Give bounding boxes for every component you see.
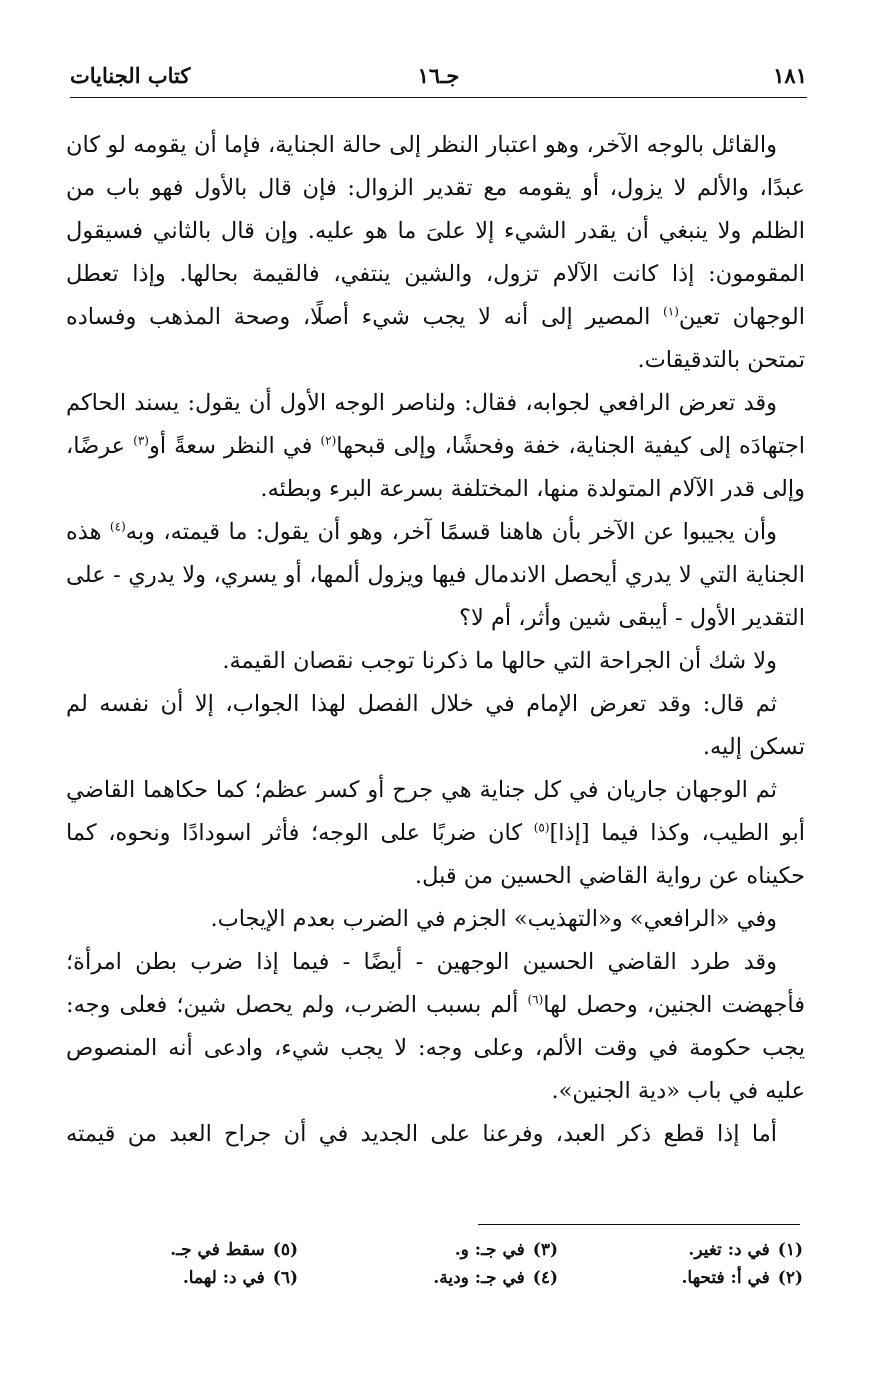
text-run: وقد طرد القاضي الحسين الوجهين - أيضًا - فيما إذا ضرب بطن امرأة؛ فأجهضت الجنين، وحصل لها [66,949,805,1018]
text-run: وأن يجيبوا عن الآخر بأن هاهنا قسمًا آخر، وهو أن يقول: ما قيمته، وبه [125,519,777,545]
footnote-marker: (٢) [320,433,337,448]
volume-label: جـ١٦ [417,63,460,88]
footnote-text: في أ: فتحها. [681,1268,770,1288]
paragraph [66,1113,805,1156]
text-run: في النظر سعةً أو [148,433,321,459]
text-run: ثم الوجهان جاريان في كل جناية هي جرح أو كسر عظم؛ كما حكاهما القاضي أبو الطيب، وكذا فيما [إذا] [66,777,805,846]
footnote-number: (٤) [532,1268,558,1288]
footnote-marker: (٤) [109,519,126,534]
text-run: والقائل بالوجه الآخر، وهو اعتبار النظر إلى حالة الجناية، فإما أن يقومه لو كان عبدًا، والألم لا يزول، أو يقومه مع تقدير الزوال: فإن قال بالأول فهو باب من الظلم ولا ينبغي أن يقدر الشيء إلا علىَ ما هو عليه. وإن قال بالثاني فسيقول المقومون: إذا كانت الآلام تزول، والشين ينتفي، فالقيمة بحالها. وإذا تعطل الوجهان تعين [66,132,806,330]
footnote-column [433,1236,558,1292]
footnote-marker: (٦) [527,992,544,1007]
main-text [66,124,805,1156]
header-divider [70,97,807,98]
footnote [681,1264,803,1292]
text-run: ألم بسبب الضرب، ولم يحصل شين؛ فعلى وجه: يجب حكومة في وقت الألم، وعلى وجه: لا يجب شيء، وادعى أنه المنصوص عليه في باب «دية الجنين». [66,992,805,1104]
paragraph [66,382,805,511]
paragraph [66,769,805,898]
text-run: المصير إلى أنه لا يجب شيء أصلًا، وصحة المذهب وفساده تمتحن بالتدقيقات. [66,304,805,373]
text-run: هذه الجناية التي لا يدري أيحصل الاندمال فيها ويزول ألمها، أو يسري، ولا يدري - على التقدير الأول - أيبقى شين وأثر، أم لا؟ [66,519,805,631]
footnote-column [170,1236,298,1292]
paragraph [66,898,805,941]
footnote [681,1236,803,1264]
footnote-text: في د: لهما. [182,1268,265,1288]
footnote-marker: (٥) [533,820,550,835]
footnote-number: (٣) [532,1240,558,1260]
text-run: عرضًا، وإلى قدر الآلام المتولدة منها، المختلفة بسرعة البرء وبطئه. [66,433,805,502]
footnote-divider [478,1224,800,1225]
footnote-marker: (١) [663,304,679,319]
text-run: وفي «الرافعي» و«التهذيب» الجزم في الضرب بعدم الإيجاب. [210,906,777,932]
footnote-text: في د: تغير. [688,1240,770,1260]
footnote-number: (٦) [272,1268,298,1288]
footnote [433,1264,558,1292]
text-run: ولا شك أن الجراحة التي حالها ما ذكرنا توجب نقصان القيمة. [222,648,777,674]
paragraph [66,511,805,640]
text-run: أما إذا قطع ذكر العبد، وفرعنا على الجديد في أن جراح العبد من قيمته [66,1121,777,1147]
paragraph [66,124,805,382]
footnote-column [681,1236,803,1292]
footnote-number: (٥) [272,1240,298,1260]
footnote [433,1236,558,1264]
paragraph [66,640,805,683]
footnote [170,1264,298,1292]
footnote [170,1236,298,1264]
book-title: كتاب الجنايات [70,63,191,88]
page-number: ١٨١ [773,63,807,88]
running-header [70,58,807,94]
footnote-text: في جـ: و. [454,1240,525,1260]
paragraph [66,683,805,769]
paragraph [66,941,805,1113]
text-run: وقد تعرض الرافعي لجوابه، فقال: ولناصر الوجه الأول أن يقول: يسند الحاكم اجتهادَه إلى كيفية الجناية، خفة وفحشًا، وإلى قبحها [66,390,806,459]
text-run: ثم قال: وقد تعرض الإمام في خلال الفصل لهذا الجواب، إلا أن نفسه لم تسكن إليه. [66,691,805,760]
footnote-marker: (٣) [133,433,149,448]
text-run: كان ضربًا على الوجه؛ فأثر اسودادًا ونحوه، كما حكيناه عن رواية القاضي الحسين من قبل. [66,820,805,889]
footnote-number: (٢) [777,1268,803,1288]
footnote-number: (١) [777,1240,803,1260]
footnote-text: سقط في جـ. [170,1240,265,1260]
footnote-text: في جـ: ودية. [433,1268,525,1288]
